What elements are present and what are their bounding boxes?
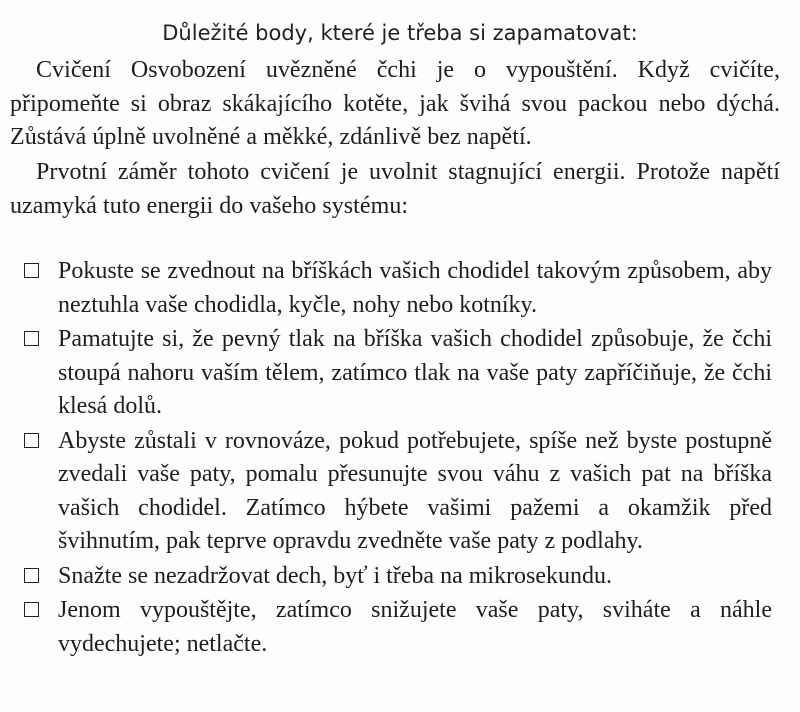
checklist-item (0, 323, 800, 424)
checklist-item-text: Snažte se nezadržovat dech, byť i třeba na mikrosekundu. (58, 562, 613, 589)
checklist-item-text: Pokuste se zvednout na bříškách vašich chodidel takovým způsobem, aby neztuhla vaše chodidla, kyčle, nohy nebo kotníky. (58, 258, 772, 318)
intro-paragraph: Cvičení Osvobození uvězněné čchi je o vypouštění. Když cvičíte, připomeňte si obraz skákajícího kotěte, jak švihá svou packou nebo dýchá. Zůstává úplně uvolněné a měkké, zdánlivě bez napětí. (10, 57, 780, 150)
checkbox-icon[interactable] (24, 568, 39, 583)
checklist-item-text: Jenom vypouštějte, zatímco snižujete vaše paty, sviháte a náhle vydechujete; netlačte. (58, 597, 772, 657)
checkbox-icon[interactable] (24, 433, 39, 448)
checklist (0, 255, 800, 662)
checklist-item (0, 255, 800, 322)
purpose-paragraph: Prvotní záměr tohoto cvičení je uvolnit stagnující energii. Protože napětí uzamyká tuto energii do vašeho systému: (10, 159, 780, 219)
checkbox-icon[interactable] (24, 263, 39, 278)
page-title: Důležité body, které je třeba si zapamatovat: (162, 21, 638, 45)
checklist-item (0, 560, 800, 594)
checklist-item-text: Pamatujte si, že pevný tlak na bříška vašich chodidel způsobuje, že čchi stoupá nahoru vaším tělem, zatímco tlak na vaše paty zapříčiňuje, že čchi klesá dolů. (58, 326, 772, 419)
checklist-item (0, 425, 800, 559)
checkbox-icon[interactable] (24, 331, 39, 346)
checklist-item-text: Abyste zůstali v rovnováze, pokud potřebujete, spíše než byste postupně zvedali vaše paty, pomalu přesunujte svou váhu z vašich pat na bříška vašich chodidel. Zatímco hýbete vašimi pažemi a okamžik před švihnutím, pak teprve opravdu zvedněte vaše paty z podlahy. (58, 427, 772, 554)
checklist-item (0, 594, 800, 661)
checkbox-icon[interactable] (24, 602, 39, 617)
